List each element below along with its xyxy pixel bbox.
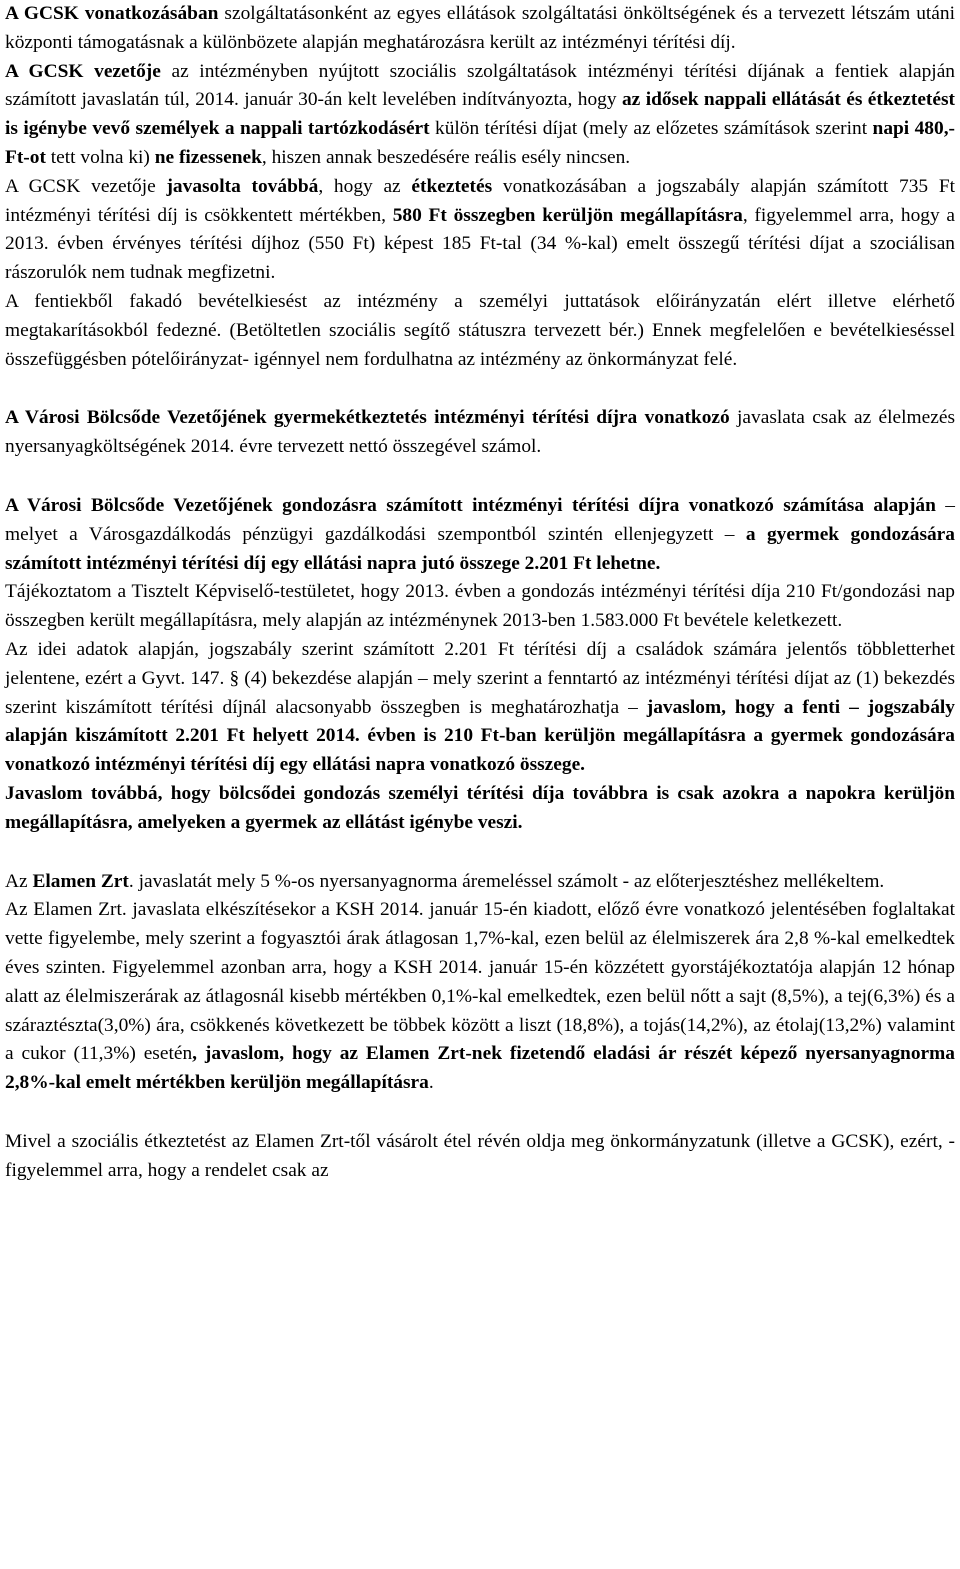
paragraph-3: [5, 173, 955, 288]
paragraph-gap: [5, 374, 955, 404]
paragraph-4: [5, 288, 955, 374]
text-run: vonatkozásában a jogszabály alapján számított 735 Ft intézményi térítési díj is csökkentett mértékben,: [5, 175, 955, 226]
bold-text-run: A GCSK vezetője: [5, 60, 161, 82]
text-run: . javaslatát mely 5 %-os nyersanyagnorma áremeléssel számolt - az előterjesztéshez mellékeltem.: [128, 870, 885, 892]
paragraph-12: [5, 1128, 955, 1186]
bold-text-run: a gyermek gondozására számított intézményi térítési díj egy ellátási napra jutó összege 2.201 Ft lehetne.: [5, 523, 955, 574]
text-run: , hiszen annak beszedésére reális esély nincsen.: [261, 146, 631, 168]
paragraph-5: [5, 404, 955, 462]
bold-text-run: Javaslom továbbá, hogy bölcsődei gondozás személyi térítési díja továbbra is csak azokra a napokra kerüljön megállapításra, amelyeken a gyermek az ellátást igénybe veszi.: [5, 782, 955, 833]
paragraph-1: [5, 0, 955, 58]
paragraph-10: [5, 868, 955, 897]
text-run: külön térítési díjat (mely az előzetes számítások szerint: [429, 118, 873, 140]
bold-text-run: javaslom, hogy a fenti – jogszabály alapján kiszámított 2.201 Ft helyett 2014. évben is 210 Ft-ban kerüljön megállapításra a gyermek gondozására vonatkozó intézményi térítési díj egy ellátási napra vonatkozó összege.: [5, 696, 955, 776]
text-run: Tájékoztatom a Tisztelt Képviselő-testületet, hogy 2013. évben a gondozás intézményi térítési díja 210 Ft/gondozási nap összegben került megállapításra, mely alapján az intézménynek 2013-ben 1.583.000 Ft bevétele keletkezett.: [5, 581, 955, 632]
bold-text-run: A Városi Bölcsőde Vezetőjének gondozásra számított intézményi térítési díjra vonatkozó számítása alapján: [5, 494, 936, 516]
paragraph-gap: [5, 462, 955, 492]
text-run: tett volna ki): [45, 146, 155, 168]
bold-text-run: 580 Ft összegben kerüljön megállapításra: [392, 204, 743, 226]
bold-text-run: napi 480,- Ft-ot: [5, 118, 955, 168]
paragraph-2: [5, 58, 955, 173]
paragraph-gap: [5, 838, 955, 868]
bold-text-run: az idősek nappali ellátását és étkeztetést is igénybe vevő személyek a nappali tartózkodásért: [5, 89, 955, 140]
bold-text-run: A GCSK vonatkozásában: [5, 3, 219, 24]
text-run: , figyelemmel arra, hogy a 2013. évben érvényes térítési díjhoz (550 Ft) képest 185 Ft-tal (34 %-kal) emelt összegű térítési díjat a szociálisan rászorulók nem tudnak megfizetni.: [5, 204, 955, 284]
bold-text-run: ne fizessenek: [154, 146, 262, 168]
text-run: Az Elamen Zrt. javaslata elkészítésekor a KSH 2014. január 15-én kiadott, előző évre vonatkozó jelentésében foglaltakat vette figyelembe, mely szerint a fogyasztói árak átlagosan 1,7%-kal, ezen belül az élelmiszerek ára 2,8 %-kal emelkedtek éves szinten. Figyelemmel azonban arra, hogy a KSH 2014. január 15-én közzétett gyorstájékoztatója alapján 12 hónap alatt az élelmiszerárak az átlagosnál kisebb mértékben 0,1%-kal emelkedtek, ezen belül nőtt a sajt (8,5%), a tej(6,3%) és a száraztészta(3,0%) ára, csökkenés következett be többek között a liszt (18,8%), a tojás(14,2%), az étolaj(13,2%) valamint a cukor (11,3%) esetén: [5, 899, 955, 1065]
paragraph-8: [5, 636, 955, 780]
text-run: az intézményben nyújtott szociális szolgáltatások intézményi térítési díjának a fentiek alapján számított javaslatán túl, 2014. január 30-án kelt levelében indítványozta, hogy: [5, 60, 955, 111]
text-run: Az idei adatok alapján, jogszabály szerint számított 2.201 Ft térítési díj a családok számára jelentős többletterhet jelentene, ezért a Gyvt. 147. § (4) bekezdése alapján – mely szerint a fenntartó az intézményi térítési díjat az (1) bekezdés szerint kiszámított térítési díjnál alacsonyabb összegben is meghatározhatja –: [5, 638, 955, 718]
paragraph-6: [5, 492, 955, 578]
paragraph-gap: [5, 1098, 955, 1128]
document-page: [5, 0, 955, 1185]
text-run: A fentiekből fakadó bevételkiesést az intézmény a személyi juttatások előirányzatán elért illetve elérhető megtakarításokból fedezné. (Betöltetlen szociális segítő státuszra tervezett bér.) Ennek megfelelően e bevételkieséssel összefüggésben pótelőirányzat- igénnyel nem fordulhatna az intézmény az önkormányzat felé.: [5, 290, 955, 370]
paragraph-7: [5, 578, 955, 636]
bold-text-run: étkeztetés: [411, 175, 493, 197]
bold-text-run: Elamen Zrt: [32, 870, 129, 892]
bold-text-run: A Városi Bölcsőde Vezetőjének gyermekétkeztetés intézményi térítési díjra vonatkozó: [5, 407, 730, 429]
bold-text-run: , javaslom, hogy az Elamen Zrt-nek fizetendő eladási ár részét képező nyersanyagnorma 2,8%-kal emelt mértékben kerüljön megállapításra: [5, 1043, 955, 1094]
text-run: A GCSK vezetője: [5, 175, 167, 197]
text-run: Mivel a szociális étkeztetést az Elamen Zrt-től vásárolt étel révén oldja meg önkormányzatunk (illetve a GCSK), ezért, - figyelemmel arra, hogy a rendelet csak az: [5, 1130, 955, 1181]
text-run: , hogy az: [318, 175, 412, 197]
paragraph-11: [5, 896, 955, 1098]
bold-text-run: javasolta továbbá: [166, 175, 319, 197]
paragraph-9: [5, 780, 955, 838]
text-run: – melyet a Városgazdálkodás pénzügyi gazdálkodási szempontból szintén ellenjegyzett –: [5, 494, 955, 545]
text-run: szolgáltatásonként az egyes ellátások szolgáltatási önköltségének és a tervezett létszám utáni központi támogatásnak a különbözete alapján meghatározásra került az intézményi térítési díj.: [5, 3, 956, 53]
text-run: .: [428, 1072, 434, 1094]
text-run: Az: [5, 870, 33, 892]
text-run: javaslata csak az élelmezés nyersanyagköltségének 2014. évre tervezett nettó összegével számol.: [5, 407, 955, 458]
